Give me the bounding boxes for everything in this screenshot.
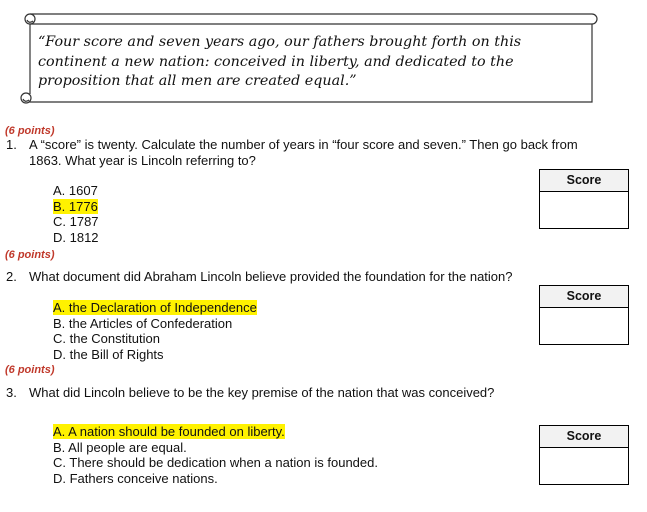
score-label: Score — [540, 426, 628, 448]
highlighted-answer: A. the Declaration of Independence — [53, 300, 257, 315]
score-input[interactable] — [540, 448, 628, 484]
score-box-2 — [539, 285, 629, 345]
option-a[interactable]: A. 1607 — [53, 183, 98, 198]
score-box-1 — [539, 169, 629, 229]
question-2-points: (6 points) — [5, 249, 55, 261]
score-box-3 — [539, 425, 629, 485]
option-a[interactable] — [53, 300, 257, 316]
highlighted-answer: B. 1776 — [53, 198, 98, 214]
score-label: Score — [540, 170, 628, 192]
question-1-points: (6 points) — [5, 125, 55, 137]
option-c[interactable]: C. 1787 — [53, 214, 99, 229]
question-2-text: What document did Abraham Lincoln believe provided the foundation for the nation? — [29, 269, 513, 284]
option-d[interactable]: D. 1812 — [53, 229, 99, 245]
score-input[interactable] — [540, 192, 628, 228]
quote-text: “Four score and seven years ago, our fathers brought forth on this continent a new nation: conceived in liberty, and dedicated to the proposition that all men are created equal.” — [38, 34, 522, 89]
score-label: Score — [540, 286, 628, 308]
question-3-points: (6 points) — [5, 364, 55, 376]
score-input[interactable] — [540, 308, 628, 344]
option-d[interactable]: D. the Bill of Rights — [53, 346, 164, 362]
option-a[interactable] — [53, 424, 378, 440]
option-b[interactable] — [53, 199, 99, 215]
question-3-number: 3. — [6, 385, 17, 400]
highlighted-answer: A. A nation should be founded on liberty. — [53, 424, 285, 439]
question-2-options — [53, 300, 257, 362]
question-1-text: A “score” is twenty. Calculate the number of years in “four score and seven.” Then go back from 1863. What year is Lincoln referring to? — [29, 137, 578, 168]
option-c[interactable]: C. There should be dedication when a nation is founded. — [53, 455, 378, 470]
question-1-number: 1. — [6, 137, 17, 152]
question-3-text: What did Lincoln believe to be the key premise of the nation that was conceived? — [29, 385, 495, 400]
question-3-options — [53, 424, 378, 486]
option-d[interactable]: D. Fathers conceive nations. — [53, 470, 218, 486]
option-c[interactable]: C. the Constitution — [53, 331, 160, 346]
option-b[interactable]: B. All people are equal. — [53, 439, 187, 455]
question-2-number: 2. — [6, 269, 17, 284]
question-1-options — [53, 183, 99, 245]
option-b[interactable]: B. the Articles of Confederation — [53, 315, 233, 331]
